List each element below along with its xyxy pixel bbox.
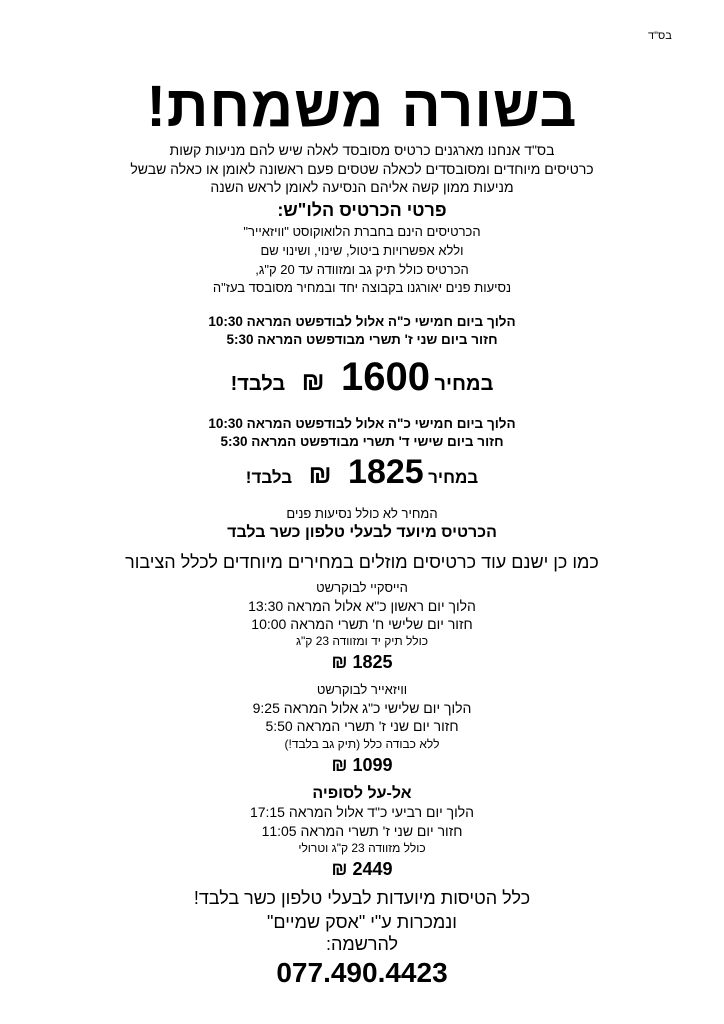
option1-outbound: הלוך ביום חמישי כ"ה אלול לבודפשט המראה 10:30: [208, 314, 516, 329]
details-line: הכרטיס כולל תיק גב ומזוודה עד 20 ק"ג,: [255, 262, 469, 277]
flight-airline: הייסקיי לבוקרשט: [316, 580, 408, 595]
price-value: 1600: [341, 355, 431, 399]
flight-airline: אל-על לסופיה: [312, 785, 412, 802]
details-line: נסיעות פנים יאורגנו בקבוצה יחד ובמחיר מסובסד בעז"ה: [212, 280, 512, 295]
flight-baggage: כולל תיק יד ומזוודה 23 ק"ג: [295, 634, 429, 648]
intro-line: בס"ד אנחנו מארגנים כרטיס מסובסד לאלה שיש להם מניעות קשות: [169, 142, 555, 158]
flight-return: חזור יום שני ז' תשרי המראה 5:50: [265, 718, 459, 734]
option2-return: חזור ביום שישי ד' תשרי מבודפשט המראה 5:30: [220, 434, 504, 449]
flight-return: חזור יום שני ז' תשרי המראה 11:05: [261, 823, 463, 839]
flight-outbound: הלוך יום רביעי כ"ד אלול המראה 17:15: [249, 804, 475, 820]
option1-return: חזור ביום שני ז' תשרי מבודפשט המראה 5:30: [226, 332, 498, 347]
price-value: 1825: [348, 453, 424, 491]
bsd-header: בס"ד: [648, 30, 672, 42]
price-prefix: במחיר: [428, 468, 479, 487]
page-title: בשורה משמחת!: [146, 74, 578, 139]
flight-baggage: ללא כבודה כלל (תיק גב בלבד!): [284, 737, 440, 751]
note-also: כמו כן ישנם עוד כרטיסים מוזלים במחירים מיוחדים לכלל הציבור: [125, 552, 599, 572]
note-kosher-phone: הכרטיס מיועד לבעלי טלפון כשר בלבד: [227, 524, 497, 541]
price-prefix: במחיר: [434, 373, 494, 395]
flight-outbound: הלוך יום ראשון כ"א אלול המראה 13:30: [248, 598, 476, 614]
flight-outbound: הלוך יום שלישי כ"ג אלול המראה 9:25: [252, 700, 472, 716]
details-line: וללא אפשרויות ביטול, שינוי, ושינוי שם: [260, 243, 464, 258]
flight-baggage: כולל מזוודה 23 ק"ג וטרולי: [298, 841, 426, 855]
flight-airline: וויזאייר לבוקרשט: [316, 682, 408, 697]
intro-line: מניעות ממון קשה אליהם הנסיעה לאומן לראש השנה: [210, 179, 514, 195]
footer-line: ונמכרות ע"י "אסק שמיים": [267, 912, 457, 932]
intro-line: כרטיסים מיוחדים ומסובסדים לכאלה שטסים פעם ראשונה לאומן או כאלה שבשל: [130, 161, 594, 177]
option2-price-row: [0, 455, 724, 489]
shekel-icon: ₪: [308, 459, 332, 489]
details-line: הכרטיסים הינם בחברת הלואוקוסט "וויזאייר": [243, 224, 481, 239]
price-suffix: בלבד!: [230, 373, 286, 395]
option1-price-row: [0, 357, 724, 397]
note-no-internal: המחיר לא כולל נסיעות פנים: [286, 506, 438, 521]
phone-number: 077.490.4423: [276, 957, 448, 988]
flight-price: 1099 ₪: [331, 755, 393, 775]
details-heading: פרטי הכרטיס הלו"ש:: [277, 200, 447, 220]
flight-price: 1825 ₪: [331, 652, 393, 672]
flight-price: 2449 ₪: [331, 859, 393, 879]
footer-line: כלל הטיסות מיועדות לבעלי טלפון כשר בלבד!: [193, 888, 531, 908]
price-suffix: בלבד!: [245, 468, 293, 487]
flight-return: חזור יום שלישי ח' תשרי המראה 10:00: [251, 616, 473, 632]
option2-outbound: הלוך ביום חמישי כ"ה אלול לבודפשט המראה 10:30: [208, 416, 516, 431]
footer-line: להרשמה:: [325, 934, 399, 954]
shekel-icon: ₪: [301, 366, 325, 396]
